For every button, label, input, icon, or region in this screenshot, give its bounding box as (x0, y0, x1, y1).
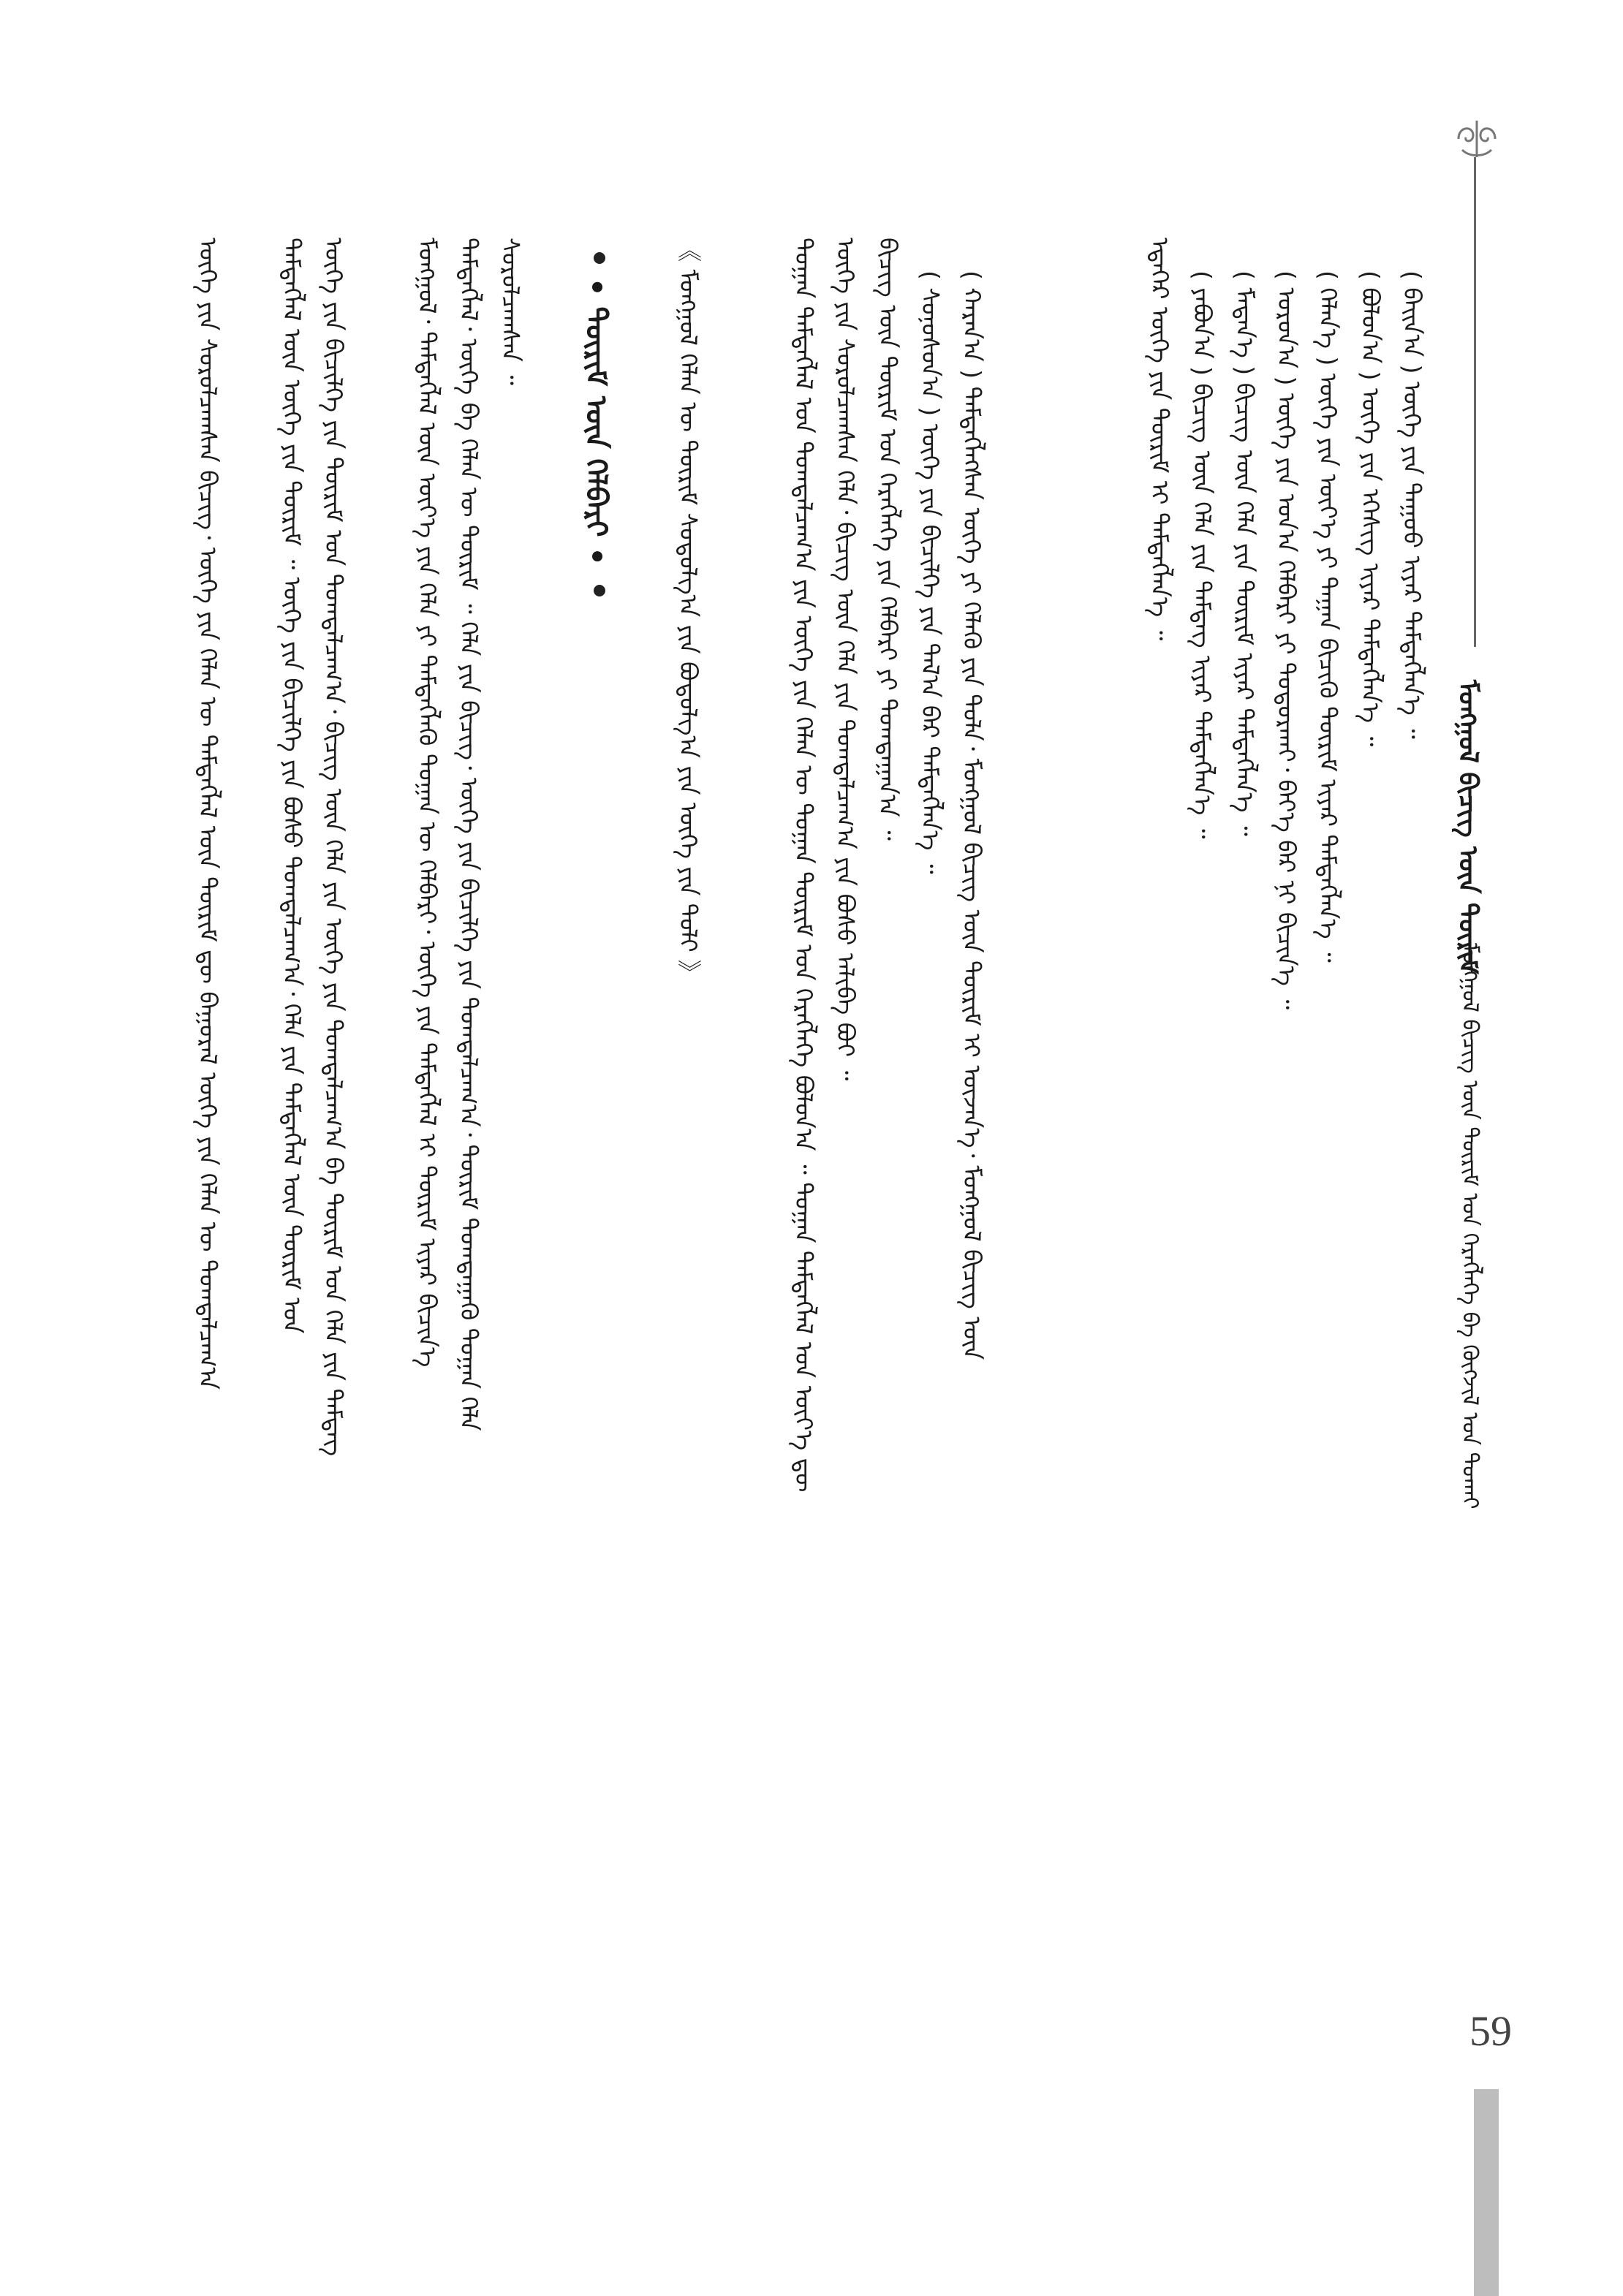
page-number: 59 (1469, 2007, 1512, 2055)
text-column-9: ( ᠰᠣᠨᠣᠰᠤᠨ᠎ᠠ ) ᠦᠭᠡ ᠶᠢᠨ ᠪᠢᠴᠢᠯᠭᠡ ᠶᠢᠨ ᠲᠠᠯ᠎ᠠ ᠪᠠᠷ ᠲᠡᠮᠳᠡᠭᠯᠡᠨ᠎ᠡ ᠃ (916, 270, 945, 874)
header-ornament-icon (1451, 117, 1502, 161)
text-column-16: ᠮᠣᠩᠭᠣᠯ᠂ ᠲᠡᠮᠳᠡᠭᠯᠡᠯ ᠦᠨ ᠦᠶ᠎ᠡ ᠶᠢᠨ ᠬᠡᠯᠡ ᠶᠢ ᠲᠡᠮᠳᠡᠭᠯᠡᠬᠦ ᠲᠣᠭᠠᠨ ᠦ ᠬᠡᠯᠪᠡᠷᠢ᠂ ᠦᠭᠡ ᠶᠢᠨ ᠲᠡᠮᠳᠡᠭᠯᠡᠯ ᠢ ᠳᠦᠷᠢᠮ ᠢᠶᠡᠷ ᠪᠢᠴᠢᠨ᠎ᠡ (413, 238, 442, 1368)
text-column-7: ᠡᠳᠡᠭᠡᠷ ᠦᠭᠡ ᠶᠢᠨ ᠳᠦᠷᠢᠮ ᠢ ᠲᠡᠮᠳᠡᠭᠯᠡᠨ᠎ᠡ ᠃ (1146, 238, 1174, 641)
page-edge-bar (1474, 2089, 1499, 2296)
text-column-17: ᠦᠭᠡ ᠶᠢᠨ ᠪᠢᠴᠢᠯᠭᠡ ᠶᠢᠨ ᠳᠦᠷᠢᠮ ᠤᠨ ᠲᠣᠭᠲᠠᠯᠴᠠᠭ᠎ᠠ᠂ ᠪᠢᠴᠢᠭ ᠦᠨ ᠬᠡᠯᠡ ᠶᠢᠨ ᠦᠭᠡ ᠶᠢᠨ ᠲᠣᠭᠲᠠᠯᠴᠠᠭ᠎ᠠ ᠪᠠ ᠳᠦᠷᠢᠮ ᠤᠨ ᠬᠡᠯᠡ ᠶᠢᠨ ᠲᠡᠮᠳᠡᠭ (319, 238, 348, 1457)
text-column-15: ᠲᠡᠮᠳᠡᠭᠯᠡᠯ᠂ ᠦᠭᠡ ᠪᠠ ᠬᠡᠯᠡᠨ ᠦ ᠳᠦᠷᠢᠮ ᠃ ᠬᠡᠯᠡ ᠶᠢᠨ ᠪᠢᠴᠢᠭ᠂ ᠦᠭᠡ ᠶᠢᠨ ᠪᠢᠴᠢᠯᠭᠡ ᠶᠢᠨ ᠲᠣᠭᠲᠠᠯᠴᠠᠭ᠎ᠠ᠂ ᠳᠦᠷᠢᠮ ᠲᠣᠭᠲᠠᠭᠠᠬᠦ ᠲᠣᠭᠠᠨ ᠬᠡᠯᠡ (455, 238, 483, 1431)
text-column-3: ( ᠬᠡᠯᠡᠨ᠎ᠡ ) ᠦᠭᠡ ᠶᠢᠨ ᠦᠶ᠎ᠡ ᠶᠢ ᠳᠠᠭᠠᠨ ᠪᠢᠴᠢᠬᠦ ᠳᠦᠷᠢᠮ ᠢᠶᠡᠷ ᠲᠡᠮᠳᠡᠭᠯᠡᠨ᠎ᠡ ᠃ (1314, 270, 1342, 963)
text-column-2: ( ᠪᠣᠯᠤᠨ᠎ᠠ ) ᠦᠭᠡ ᠶᠢᠨ ᠡᠭᠡᠰᠢᠭ ᠢᠶᠡᠷ ᠲᠡᠮᠳᠡᠭᠯᠡᠨ᠎ᠡ ᠃ (1356, 270, 1385, 747)
header-rule (1474, 157, 1476, 647)
text-column-13: 《 ᠮᠣᠩᠭᠣᠯ ᠬᠡᠯᠡᠨ ᠦ ᠳᠦᠷᠢᠮ ᠰᠤᠳᠤᠯᠭ᠎ᠠ ᠶᠢᠨ ᠪᠣᠳᠤᠯᠭ᠎ᠠ ᠶᠢᠨ ᠦᠭᠡ ᠶᠢᠨ ᠲᠣᠯᠢ 》 (674, 238, 703, 985)
section-bullet-bottom (594, 585, 605, 596)
text-column-4: ( ᠣᠷᠣᠨ᠎ᠠ ) ᠦᠭᠡ ᠶᠢᠨ ᠣᠨ᠎ᠠ ᠬᠡᠯᠪᠡᠷᠢ ᠶᠢ ᠲᠣᠳᠣᠷᠬᠠᠢ᠂ ᠪᠡᠶ᠎ᠡ ᠪᠡᠷ ᠨᠢ ᠪᠢᠴᠢᠨ᠎ᠡ ᠃ (1272, 270, 1301, 1010)
running-header-subtitle: ᠮᠣᠩᠭᠣᠯ ᠪᠢᠴᠢᠭ ᠦᠨ ᠳᠦᠷᠢᠮ ᠤᠨ ᠬᠡᠷᠡᠭᠯᠡᠭᠡ ᠪᠠ ᠬᠥᠭᠵᠢᠯ ᠤᠨ ᠲᠤᠬᠠᠢ (1457, 943, 1483, 1509)
text-column-10: ᠪᠢᠴᠢᠭ ᠦᠨ ᠳᠦᠷᠢᠮ ᠤᠨ ᠬᠡᠷᠡᠭᠯᠡᠭᠡ ᠶᠢᠨ ᠬᠡᠯᠪᠡᠷᠢ ᠶᠢ ᠲᠣᠭᠲᠠᠭᠠᠨ᠎ᠠ ᠃ (874, 238, 902, 841)
text-column-14: ᠰᠤᠷᠤᠯᠴᠠᠭᠰᠠᠨ ᠃ (496, 238, 525, 386)
text-column-11: ᠦᠭᠡ ᠶᠢᠨ ᠰᠤᠷᠤᠯᠴᠠᠭᠰᠠᠨ ᠬᠡᠯᠡ᠂ ᠪᠢᠴᠢᠭ ᠦᠨ ᠬᠡᠯᠡ ᠶᠢᠨ ᠲᠣᠭᠲᠠᠯᠴᠠᠭ᠎ᠠ ᠶᠢᠨ ᠪᠤᠰᠤ ᠠᠯᠢᠪᠠ ᠪᠤᠢ ᠃ (831, 238, 860, 1081)
text-column-12: ᠲᠣᠭᠠᠨ ᠲᠡᠮᠳᠡᠭᠯᠡᠯ ᠤᠨ ᠲᠣᠭᠲᠠᠯᠴᠠᠭ᠎ᠠ ᠶᠢᠨ ᠦᠭᠡ ᠶᠢᠨ ᠬᠡᠯᠡᠨ ᠦ ᠲᠣᠭᠠᠨ ᠳᠦᠷᠢᠮ ᠤᠨ ᠬᠡᠷᠡᠭᠯᠡᠭᠡ ᠪᠣᠯᠤᠨ᠎ᠠ ᠃ ᠲᠣᠭᠠᠨ ᠲᠡᠮᠳᠡᠭᠯᠡᠯ ᠤᠨ ᠦᠶ᠎ᠡ ᠳᠦ (790, 238, 818, 1493)
section-heading: • ᠳᠦᠷᠢᠮ ᠦᠨ ᠬᠡᠯᠪᠡᠷᠢ • (579, 278, 613, 566)
text-column-6: ( ᠶᠠᠪᠤᠨ᠎ᠠ ) ᠪᠢᠴᠢᠭ ᠦᠨ ᠬᠡᠯᠡ ᠶᠢᠨ ᠲᠡᠮᠳᠡᠭ ᠢᠶᠡᠷ ᠲᠡᠮᠳᠡᠭᠯᠡᠨ᠎ᠡ ᠃ (1188, 270, 1217, 839)
text-column-19: ᠦᠭᠡ ᠶᠢᠨ ᠰᠤᠷᠤᠯᠴᠠᠭᠰᠠᠨ ᠪᠢᠴᠢᠭ᠂ ᠦᠭᠡ ᠶᠢᠨ ᠬᠡᠯᠡᠨ ᠦ ᠲᠡᠮᠳᠡᠭᠯᠡᠯ ᠦᠨ ᠳᠦᠷᠢᠮ ᠳᠦ ᠪᠠᠭᠤᠷᠠᠯ ᠦᠭᠡ ᠶᠢᠨ ᠬᠡᠯᠡᠨ ᠦ ᠲᠣᠭᠲᠠᠯᠴᠠᠭ᠎ᠠ (194, 238, 222, 1390)
text-column-5: ( ᠮᠡᠳᠡᠨ᠎ᠡ ) ᠪᠢᠴᠢᠭ ᠦᠨ ᠬᠡᠯᠡ ᠶᠢᠨ ᠳᠦᠷᠢᠮ ᠢᠶᠡᠷ ᠲᠡᠮᠳᠡᠭᠯᠡᠨ᠎ᠡ ᠃ (1230, 270, 1259, 836)
text-column-1: ( ᠪᠠᠢ᠌ᠨ᠎ᠠ ) ᠦᠭᠡ ᠶᠢᠨ ᠳᠠᠭᠤᠤ ᠢᠶᠠᠷ ᠲᠡᠮᠳᠡᠭᠯᠡᠨ᠎ᠡ ᠃ (1398, 270, 1426, 739)
running-header-title: ᠮᠣᠩᠭᠣᠯ ᠪᠢᠴᠢᠭ ᠦᠨ ᠳᠦᠷᠢᠮ (1453, 680, 1483, 974)
text-column-18: ᠲᠡᠮᠳᠡᠭᠯᠡᠯ ᠦᠨ ᠦᠭᠡ ᠶᠢᠨ ᠳᠦᠷᠢᠮ ᠃ ᠦᠭᠡ ᠶᠢᠨ ᠪᠢᠴᠢᠯᠭᠡ ᠶᠢᠨ ᠪᠤᠰᠤ ᠲᠣᠭᠲᠠᠯᠴᠠᠭ᠎ᠠ᠂ ᠬᠡᠯᠡ ᠶᠢᠨ ᠲᠡᠮᠳᠡᠭᠯᠡᠯ ᠦᠨ ᠳᠦᠷᠢᠮ ᠤᠨ (278, 238, 306, 1334)
text-column-8: ( ᠬᠠᠷᠠᠨ᠎ᠠ ) ᠲᠡᠮᠳᠡᠭᠯᠡᠭᠰᠡᠨ ᠦᠭᠡ ᠶᠢ ᠬᠡᠯᠡᠬᠦ ᠶᠢᠨ ᠲᠤᠯᠠ᠂ ᠮᠣᠩᠭᠣᠯ ᠪᠢᠴᠢᠭ ᠦᠨ ᠳᠦᠷᠢᠮ ᠢ ᠦᠵᠡᠨ᠎ᠡ᠂ ᠮᠣᠩᠭᠣᠯ ᠪᠢᠴᠢᠭ ᠦᠨ (958, 270, 986, 1360)
section-bullet-top (594, 252, 605, 264)
